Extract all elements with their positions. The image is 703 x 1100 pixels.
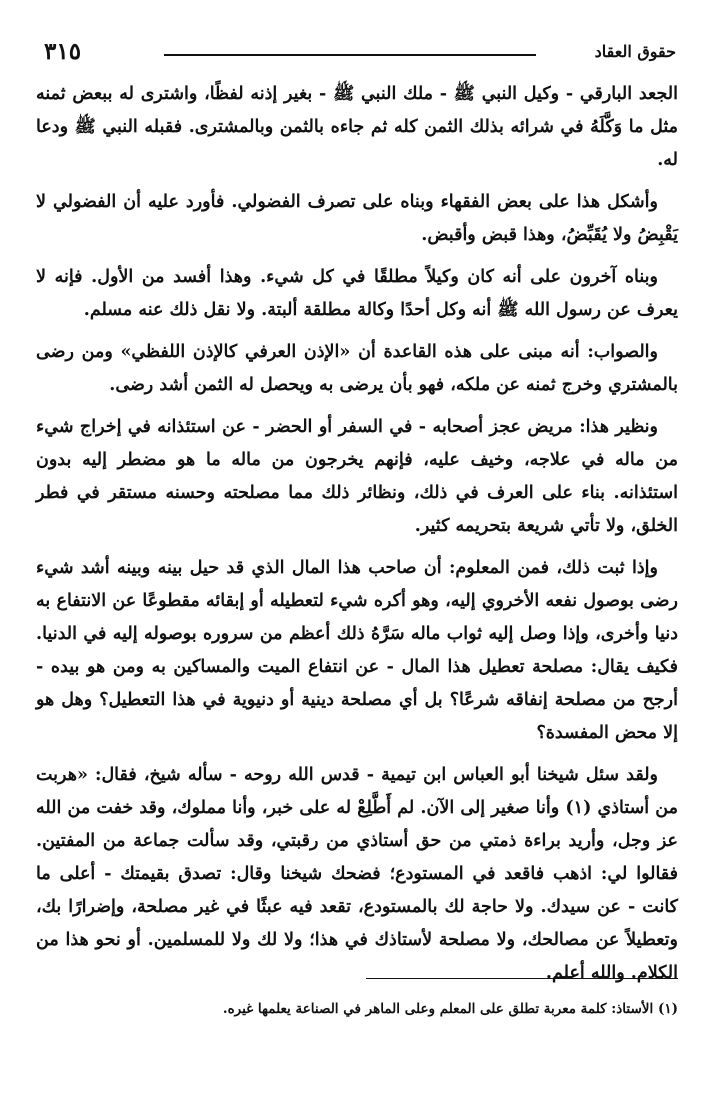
paragraph: ونظير هذا: مريض عجز أصحابه - في السفر أو الحضر - عن استئذانه في إخراج شيء من ماله في علاجه، وخيف عليه، فإنهم يخرجون من ماله ما هو مضطر إليه بدون استئذانه. بناء على العرف في ذلك، ونظائر ذلك مما مصلحته وحسنه مستقر في فطر الخلق، ولا تأتي شريعة بتحريمه كثير. bbox=[36, 417, 678, 536]
footnote: (١) الأستاذ: كلمة معربة تطلق على المعلم وعلى الماهر في الصناعة يعلمها غيره. bbox=[222, 1001, 678, 1017]
body-text bbox=[36, 78, 678, 999]
paragraph: وبناه آخرون على أنه كان وكيلاً مطلقًا في كل شيء. وهذا أفسد من الأول. فإنه لا يعرف عن رسول الله ﷺ أنه وكل أحدًا وكالة مطلقة ألبتة. ولا نقل ذلك عنه مسلم. bbox=[36, 267, 678, 320]
paragraph: وأشكل هذا على بعض الفقهاء وبناه على تصرف الفضولي. فأورد عليه أن الفضولي لا يَقْبِضُ ولا يُقَبِّضُ، وهذا قبض وأقبض. bbox=[36, 192, 678, 245]
paragraph: وإذا ثبت ذلك، فمن المعلوم: أن صاحب هذا المال الذي قد حيل بينه وبينه أشد شيء رضى بوصول نفعه الأخروي إليه، وهو أكره شيء لتعطيله أو إبقائه مقطوعًا عن الانتفاع به دنيا وأخرى، وإذا وصل إليه ثواب ماله سَرَّهُ ذلك أعظم من سروره بوصوله إليه في الدنيا. فكيف يقال: مصلحة تعطيل هذا المال - عن انتفاع الميت والمساكين به ومن هو بيده - أرجح من مصلحة إنفاقه شرعًا؟ بل أي مصلحة دينية أو دنيوية في هذا التعطيل؟ وهل هو إلا محض المفسدة؟ bbox=[36, 558, 678, 743]
paragraph: ولقد سئل شيخنا أبو العباس ابن تيمية - قدس الله روحه - سأله شيخ، فقال: «هربت من أستاذي (١) وأنا صغير إلى الآن. لم أَطَّلِعْ له على خبر، وأنا مملوك، وقد خفت من الله عز وجل، وأريد براءة ذمتي من حق أستاذي من رقبتي، وقد سألت جماعة من المفتين. فقالوا لي: اذهب فاقعد في المستودع؛ فضحك شيخنا وقال: تصدق بقيمتك - أعلى ما كانت - عن سيدك. ولا حاجة لك بالمستودع، تقعد فيه عبثًا في غير مصلحة، وإضرارًا بك، وتعطيلاً عن مصالحك، ولا مصلحة لأستاذك في هذا؛ ولا لك ولا للمسلمين. أو نحو هذا من الكلام. والله أعلم. bbox=[36, 765, 679, 983]
header-title: حقوق العقاد bbox=[594, 42, 676, 61]
paragraph: الجعد البارقي - وكيل النبي ﷺ - ملك النبي ﷺ - بغير إذنه لفظًا، واشترى له ببعض ثمنه مثل ما وَكَّلَهُ في شرائه بذلك الثمن كله ثم جاءه بالثمن وبالمشترى. فقبله النبي ﷺ ودعا له. bbox=[36, 84, 678, 170]
page-number: ٣١٥ bbox=[44, 38, 82, 65]
running-header bbox=[44, 38, 676, 72]
header-rule bbox=[164, 54, 536, 56]
paragraph: والصواب: أنه مبنى على هذه القاعدة أن «الإذن العرفي كالإذن اللفظي» ومن رضى بالمشتري وخرج ثمنه عن ملكه، فهو بأن يرضى به ويحصل له الثمن أشد رضى. bbox=[36, 342, 678, 395]
footnote-rule bbox=[366, 978, 678, 979]
